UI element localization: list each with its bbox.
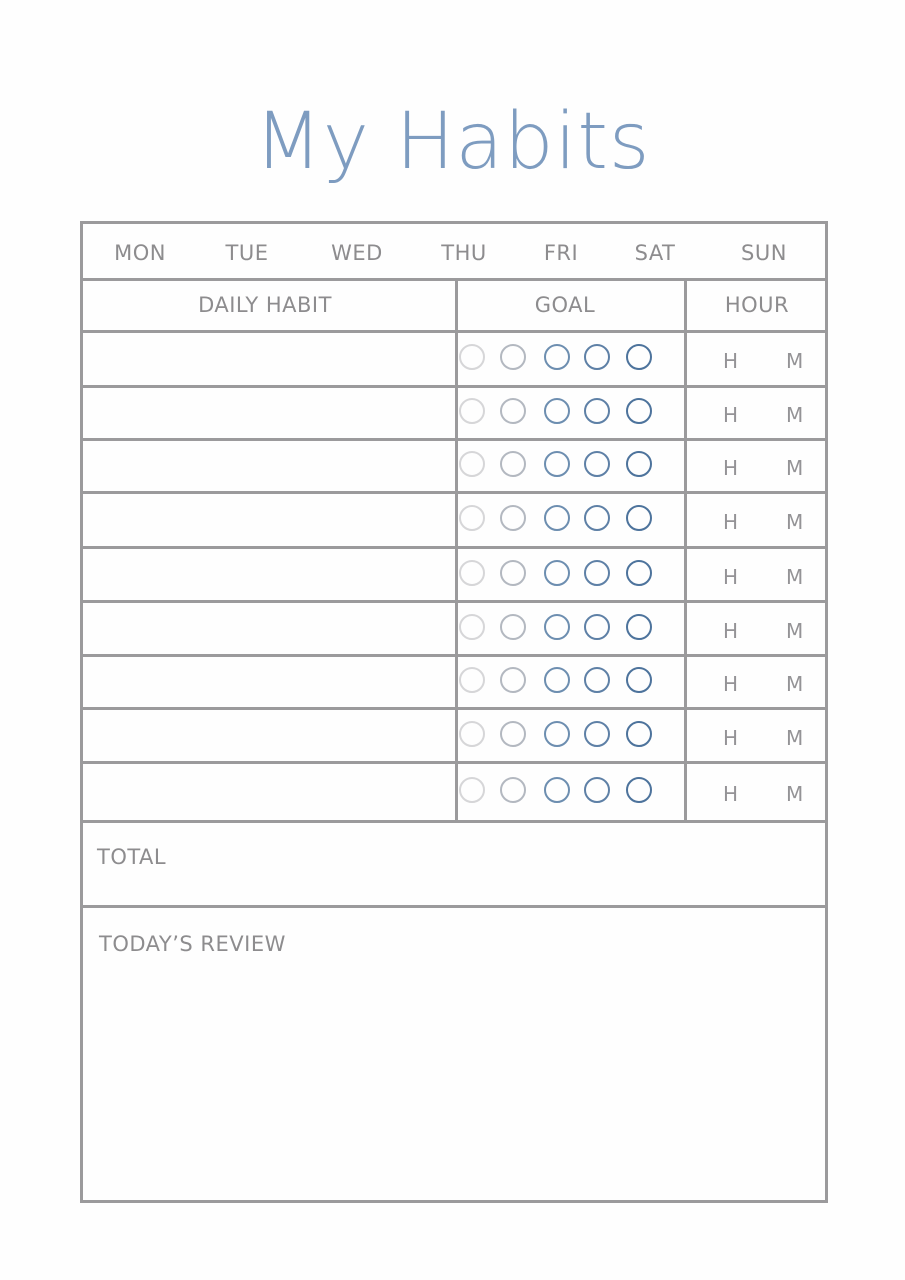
- goal-circle-3[interactable]: [544, 344, 570, 370]
- habit-row: [83, 603, 825, 654]
- goal-circle-1[interactable]: [459, 344, 485, 370]
- goal-circle-5[interactable]: [626, 721, 652, 747]
- goal-circle-5[interactable]: [626, 777, 652, 803]
- goal-circle-1[interactable]: [459, 721, 485, 747]
- habit-tracker-sheet: [80, 221, 828, 1203]
- hour-label: H: [723, 618, 739, 643]
- minute-label: M: [786, 672, 804, 696]
- day-fri[interactable]: FRI: [543, 241, 579, 265]
- hour-label: H: [723, 725, 739, 750]
- hour-field[interactable]: [687, 494, 825, 546]
- review-field[interactable]: [83, 964, 825, 1200]
- hour-field[interactable]: [687, 549, 825, 600]
- goal-circle-3[interactable]: [544, 451, 570, 477]
- goal-circle-3[interactable]: [544, 614, 570, 640]
- minute-label: M: [786, 618, 804, 643]
- total-field[interactable]: [83, 823, 825, 905]
- habit-name-field[interactable]: [83, 441, 455, 491]
- goal-circle-5[interactable]: [626, 560, 652, 586]
- goal-circle-3[interactable]: [544, 721, 570, 747]
- minute-label: M: [786, 510, 804, 534]
- divider: [83, 278, 825, 281]
- day-mon[interactable]: MON: [114, 241, 166, 265]
- hour-field[interactable]: [687, 710, 825, 761]
- goal-circle-2[interactable]: [500, 777, 526, 803]
- minute-label: M: [786, 403, 804, 427]
- goal-circle-5[interactable]: [626, 344, 652, 370]
- total-label: TOTAL: [97, 845, 167, 869]
- goal-circle-2[interactable]: [500, 451, 526, 477]
- habit-row: [83, 710, 825, 761]
- day-tue[interactable]: TUE: [225, 241, 269, 265]
- minute-label: M: [786, 456, 804, 480]
- hour-label: H: [723, 403, 739, 427]
- goal-circle-2[interactable]: [500, 614, 526, 640]
- goal-circle-2[interactable]: [500, 505, 526, 531]
- goal-circle-1[interactable]: [459, 398, 485, 424]
- day-sat[interactable]: SAT: [634, 241, 676, 265]
- goal-circle-1[interactable]: [459, 777, 485, 803]
- habit-name-field[interactable]: [83, 764, 455, 820]
- minute-label: M: [786, 725, 804, 750]
- goal-circle-4[interactable]: [584, 777, 610, 803]
- habit-row: [83, 549, 825, 600]
- goal-circle-1[interactable]: [459, 451, 485, 477]
- hour-label: H: [723, 782, 739, 806]
- hour-field[interactable]: [687, 333, 825, 385]
- goal-circle-5[interactable]: [626, 398, 652, 424]
- goal-circle-4[interactable]: [584, 721, 610, 747]
- header-goal: GOAL: [534, 293, 596, 317]
- minute-label: M: [786, 349, 804, 373]
- goal-circle-2[interactable]: [500, 560, 526, 586]
- habit-name-field[interactable]: [83, 603, 455, 654]
- habit-row: [83, 764, 825, 820]
- habit-row: [83, 333, 825, 385]
- goal-circle-2[interactable]: [500, 344, 526, 370]
- habit-row: [83, 657, 825, 707]
- habit-row: [83, 441, 825, 491]
- goal-circle-2[interactable]: [500, 721, 526, 747]
- page-title: My Habits: [254, 97, 651, 187]
- hour-field[interactable]: [687, 603, 825, 654]
- hour-label: H: [723, 510, 739, 534]
- goal-circle-2[interactable]: [500, 667, 526, 693]
- goal-circle-4[interactable]: [584, 398, 610, 424]
- goal-circle-1[interactable]: [459, 505, 485, 531]
- goal-circle-2[interactable]: [500, 398, 526, 424]
- habit-name-field[interactable]: [83, 710, 455, 761]
- review-label: TODAY’S REVIEW: [99, 932, 286, 956]
- habit-name-field[interactable]: [83, 549, 455, 600]
- hour-label: H: [723, 564, 739, 589]
- divider: [83, 905, 825, 908]
- goal-circle-3[interactable]: [544, 398, 570, 424]
- goal-circle-1[interactable]: [459, 560, 485, 586]
- hour-label: H: [723, 672, 739, 696]
- habit-name-field[interactable]: [83, 388, 455, 438]
- hour-field[interactable]: [687, 764, 825, 820]
- day-wed[interactable]: WED: [331, 241, 383, 265]
- minute-label: M: [786, 782, 804, 806]
- goal-circle-3[interactable]: [544, 777, 570, 803]
- goal-circle-1[interactable]: [459, 614, 485, 640]
- goal-circle-4[interactable]: [584, 614, 610, 640]
- goal-circle-5[interactable]: [626, 667, 652, 693]
- goal-circle-5[interactable]: [626, 614, 652, 640]
- hour-field[interactable]: [687, 388, 825, 438]
- goal-circle-3[interactable]: [544, 560, 570, 586]
- habit-name-field[interactable]: [83, 333, 455, 385]
- minute-label: M: [786, 564, 804, 589]
- habit-row: [83, 388, 825, 438]
- header-hour: HOUR: [724, 293, 790, 317]
- goal-circle-4[interactable]: [584, 505, 610, 531]
- goal-circle-3[interactable]: [544, 667, 570, 693]
- habit-row: [83, 494, 825, 546]
- day-thu[interactable]: THU: [441, 241, 487, 265]
- goal-circle-1[interactable]: [459, 667, 485, 693]
- goal-circle-4[interactable]: [584, 667, 610, 693]
- habit-name-field[interactable]: [83, 494, 455, 546]
- hour-label: H: [723, 456, 739, 480]
- hour-field[interactable]: [687, 441, 825, 491]
- goal-circle-3[interactable]: [544, 505, 570, 531]
- goal-circle-4[interactable]: [584, 560, 610, 586]
- day-sun[interactable]: SUN: [741, 241, 787, 265]
- hour-field[interactable]: [687, 657, 825, 707]
- goal-circle-5[interactable]: [626, 451, 652, 477]
- goal-circle-5[interactable]: [626, 505, 652, 531]
- habit-name-field[interactable]: [83, 657, 455, 707]
- goal-circle-4[interactable]: [584, 451, 610, 477]
- header-daily-habit: DAILY HABIT: [198, 293, 332, 317]
- hour-label: H: [723, 349, 739, 373]
- goal-circle-4[interactable]: [584, 344, 610, 370]
